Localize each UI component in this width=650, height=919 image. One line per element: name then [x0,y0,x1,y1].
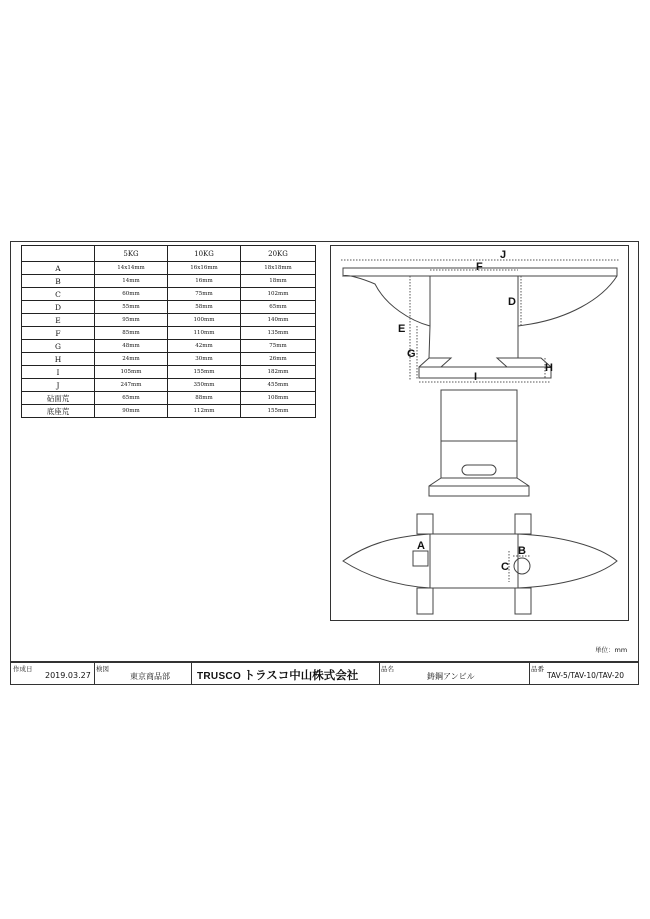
dim-label-c: C [501,561,509,573]
dim-label-d: D [508,296,516,308]
spec-value-cell: 455mm [241,379,316,392]
spec-table [21,245,316,418]
anvil-side-outline [343,268,617,378]
created-value: 2019.03.27 [45,671,91,680]
spec-table-body [22,262,316,418]
spec-key-cell: F [22,327,95,340]
spec-row [22,405,316,418]
spec-value-cell: 16mm [168,275,241,288]
spec-value-cell: 48mm [95,340,168,353]
spec-value-cell: 55mm [95,301,168,314]
spec-value-cell: 65mm [95,392,168,405]
spec-row [22,379,316,392]
inspect-cell [94,663,192,684]
anvil-top-outline [343,534,617,588]
spec-row [22,340,316,353]
spec-header-cell: 10KG [168,246,241,262]
unit-note: 単位：mm [595,646,628,654]
model-cell [529,663,638,684]
spec-value-cell: 112mm [168,405,241,418]
spec-value-cell: 65mm [241,301,316,314]
spec-value-cell: 14mm [95,275,168,288]
spec-value-cell: 18x18mm [241,262,316,275]
created-label: 作成日 [13,665,33,673]
spec-value-cell: 75mm [241,340,316,353]
spec-value-cell: 42mm [168,340,241,353]
product-value: 鋳鋼アンビル [427,672,475,681]
spec-key-cell: I [22,366,95,379]
spec-value-cell: 16x16mm [168,262,241,275]
drawing-sheet [10,241,639,662]
spec-header-cell [22,246,95,262]
inspect-value: 東京商品部 [130,672,170,681]
model-label: 品番 [531,665,544,673]
spec-value-cell: 247mm [95,379,168,392]
dim-label-g: G [407,348,416,360]
spec-value-cell: 105mm [95,366,168,379]
spec-header-cell: 5KG [95,246,168,262]
spec-row [22,392,316,405]
anvil-front-slot [462,465,496,475]
spec-value-cell: 140mm [241,314,316,327]
inspect-label: 検図 [96,665,109,673]
spec-row [22,314,316,327]
spec-value-cell: 30mm [168,353,241,366]
spec-value-cell: 110mm [168,327,241,340]
spec-key-cell: J [22,379,95,392]
spec-value-cell: 135mm [241,327,316,340]
dim-label-b: B [518,545,526,557]
spec-value-cell: 26mm [241,353,316,366]
spec-value-cell: 100mm [168,314,241,327]
spec-key-cell: A [22,262,95,275]
spec-row [22,275,316,288]
dim-label-f: F [476,261,483,273]
spec-key-cell: C [22,288,95,301]
spec-value-cell: 18mm [241,275,316,288]
company-cell [191,663,380,684]
spec-value-cell: 60mm [95,288,168,301]
spec-value-cell: 350mm [168,379,241,392]
anvil-drawing-svg [331,246,630,622]
created-cell [11,663,95,684]
dim-label-i: I [474,371,478,383]
spec-header-row [22,246,316,262]
company-name: トラスコ中山株式会社 [243,668,359,682]
spec-value-cell: 88mm [168,392,241,405]
pritchel-hole [514,558,530,574]
spec-value-cell: 182mm [241,366,316,379]
spec-row [22,366,316,379]
spec-value-cell: 75mm [168,288,241,301]
spec-value-cell: 14x14mm [95,262,168,275]
spec-value-cell: 95mm [95,314,168,327]
spec-value-cell: 102mm [241,288,316,301]
company-logo [197,667,358,683]
hardy-hole [413,551,428,566]
spec-row [22,288,316,301]
spec-row [22,327,316,340]
spec-value-cell: 85mm [95,327,168,340]
spec-row [22,262,316,275]
dim-label-j: J [500,249,507,261]
spec-key-cell: E [22,314,95,327]
spec-key-cell: D [22,301,95,314]
dim-label-e: E [398,323,406,335]
product-label: 品名 [381,665,394,673]
title-block [10,662,639,685]
spec-key-cell: H [22,353,95,366]
product-cell [379,663,530,684]
model-value: TAV-5/TAV-10/TAV-20 [547,671,625,680]
spec-row [22,353,316,366]
dim-label-a: A [417,540,425,552]
spec-value-cell: 58mm [168,301,241,314]
spec-value-cell: 24mm [95,353,168,366]
dim-label-h: H [545,362,553,374]
spec-value-cell: 90mm [95,405,168,418]
spec-key-cell: 底座荒 [22,405,95,418]
anvil-drawing [330,245,629,621]
spec-key-cell: B [22,275,95,288]
spec-value-cell: 155mm [168,366,241,379]
spec-header-cell: 20KG [241,246,316,262]
spec-key-cell: 砧面荒 [22,392,95,405]
spec-value-cell: 108mm [241,392,316,405]
spec-row [22,301,316,314]
spec-value-cell: 155mm [241,405,316,418]
spec-key-cell: G [22,340,95,353]
brand-name: TRUSCO [197,671,242,682]
